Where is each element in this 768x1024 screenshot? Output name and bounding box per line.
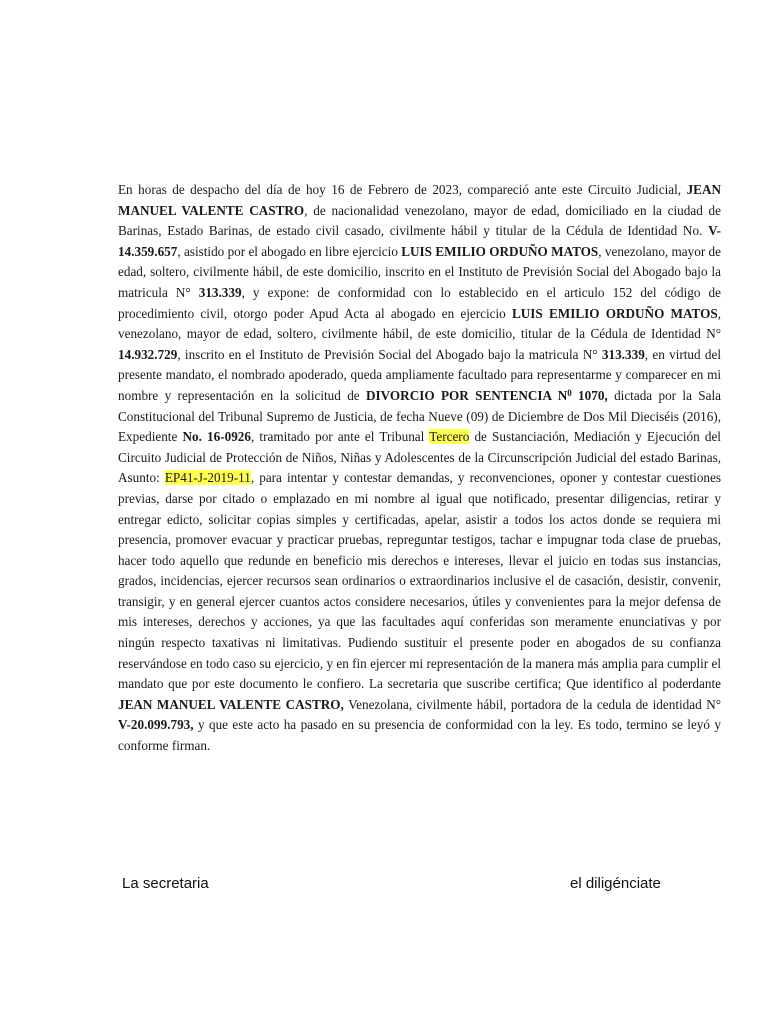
text-run: , venezolano, mayor de edad, soltero, civilmente hábil, de este domicilio, titular de la Cédula de Identidad N°	[118, 305, 721, 342]
document-body-paragraph	[118, 180, 721, 757]
text-run: de Sustanciación, Mediación y Ejecución del Circuito Judicial de Protección de Niños, Niñas y Adolescentes de la Circunscripción Judicial del estado Barinas, Asunto:	[118, 429, 721, 486]
text-run: , tramitado por ante el Tribunal	[250, 429, 430, 445]
text-run: , de nacionalidad venezolano, mayor de edad, domiciliado en la ciudad de Barinas, Estado Barinas, de estado civil casado, civilmente hábil y titular de la Cédula de Identidad No.	[118, 202, 721, 239]
text-run: , inscrito en el Instituto de Previsión Social del Abogado bajo la matricula N°	[177, 346, 602, 362]
text-run: Venezolana, civilmente hábil, portadora de la cedula de identidad N°	[343, 696, 721, 712]
text-run: , venezolano, mayor de edad, soltero, civilmente hábil, de este domicilio, inscrito en el Instituto de Previsión Social del Abogado bajo la matricula N°	[118, 243, 721, 300]
signature-label-applicant: el diligénciate	[570, 875, 661, 892]
attorney-registration-number: 313.339	[198, 284, 242, 300]
signature-label-secretary: La secretaria	[122, 875, 209, 892]
sentence-number: 1070,	[571, 387, 608, 403]
text-run: , en virtud del presente mandato, el nombrado apoderado, queda ampliamente facultado para representarme y comparecer en mi nombre y representación en la solicitud de	[118, 346, 721, 403]
case-number-superscript: 0	[567, 387, 572, 398]
secretary-id-number: V-20.099.793,	[118, 717, 194, 733]
text-run: , para intentar y contestar demandas, y reconvenciones, oponer y contestar cuestiones previas, darse por citado o emplazado en mi nombre al igual que notificado, presentar diligencias, retirar y entregar edicto, solicitar copias simples y certificadas, apelar, asistir a todos los actos donde se requiera mi presencia, promover evacuar y practicar pruebas, repreguntar testigos, tachar e impugnar toda clase de pruebas, hacer todo aquello que redunde en beneficio mis derechos e intereses, llevar el juicio en todas sus instancias, grados, incidencias, ejercer recursos sean ordinarios o extraordinarios inclusive el de casación, desistir, convenir, transigir, y en general ejercer cuantos actos considere necesarios, útiles y convenientes para la mejor defensa de mis intereses, derechos y acciones, ya que las facultades aquí conferidas son meramente enunciativas y por ningún respecto taxativas ni limitativas. Pudiendo sustituir el presente poder en abogados de su confianza reservándose en todo caso su ejercicio, y en fin ejercer mi representación de la manera más amplia para cumplir el mandato que por este documento le confiero. La secretaria que suscribe certifica; Que identifico al poderdante	[118, 470, 721, 692]
case-type	[366, 388, 608, 403]
grantor-name: JEAN MANUEL VALENTE CASTRO	[118, 182, 721, 218]
text-run: dictada por la Sala Constitucional del Tribunal Supremo de Justicia, de fecha Nueve (09) de Diciembre de Dos Mil Dieciséis (2016), Expediente	[118, 387, 721, 445]
attorney-name: LUIS EMILIO ORDUÑO MATOS	[401, 243, 599, 259]
text-run: y que este acto ha pasado en su presencia de conformidad con la ley. Es todo, termino se leyó y conforme firman.	[118, 717, 721, 754]
attorney-name: LUIS EMILIO ORDUÑO MATOS	[511, 305, 718, 321]
case-type-label: DIVORCIO POR SENTENCIA N	[366, 387, 568, 403]
grantor-id-number: V- 14.359.657	[118, 223, 721, 259]
attorney-id-number: 14.932.729	[118, 346, 178, 362]
text-run: , y expone: de conformidad con lo establecido en el articulo 152 del código de procedimiento civil, otorgo poder Apud Acta al abogado en ejercicio	[118, 284, 721, 321]
text-run: , asistido por el abogado en libre ejercicio	[177, 243, 402, 259]
file-number: No. 16-0926	[182, 429, 251, 445]
grantor-name: JEAN MANUEL VALENTE CASTRO,	[118, 696, 344, 712]
attorney-registration-number: 313.339	[601, 346, 645, 362]
highlighted-matter-code: EP41-J-2019-11	[164, 470, 251, 486]
text-run: En horas de despacho del día de hoy 16 de Febrero de 2023, compareció ante este Circuito Judicial,	[118, 182, 687, 197]
highlighted-court-word: Tercero	[429, 429, 470, 445]
